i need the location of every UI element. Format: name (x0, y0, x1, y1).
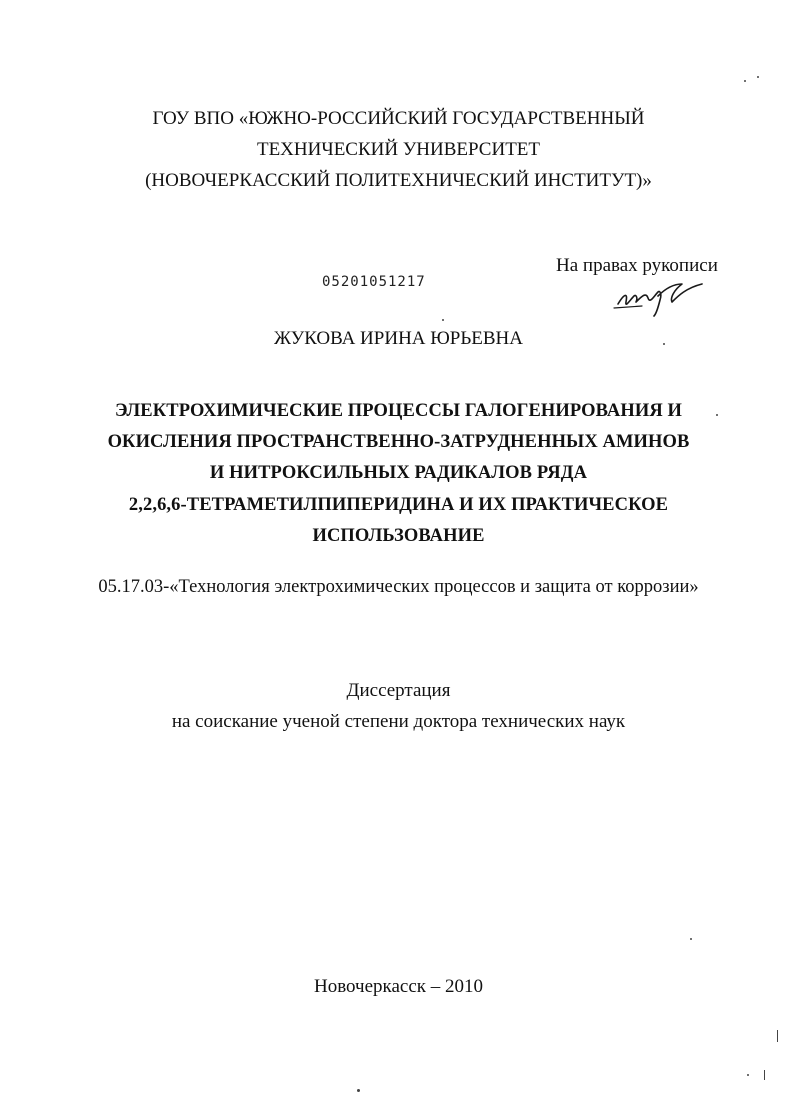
scan-speck (744, 80, 746, 82)
title-line-4: 2,2,6,6-ТЕТРАМЕТИЛПИПЕРИДИНА И ИХ ПРАКТИЧЕСКОЕ (128, 495, 669, 515)
scan-speck (357, 1089, 360, 1092)
signature (612, 278, 708, 318)
title-line-1: ЭЛЕКТРОХИМИЧЕСКИЕ ПРОЦЕССЫ ГАЛОГЕНИРОВАНИЯ И (114, 401, 683, 421)
institution-line-3: (НОВОЧЕРКАССКИЙ ПОЛИТЕХНИЧЕСКИЙ ИНСТИТУТ)» (145, 170, 652, 191)
specialty-code: 05.17.03-«Технология электрохимических процессов и защита от коррозии» (98, 577, 699, 597)
scan-speck (442, 319, 444, 321)
scan-speck (757, 76, 759, 78)
catalog-code: 05201051217 (322, 274, 426, 290)
scan-speck (747, 1074, 749, 1076)
scan-speck (764, 1070, 765, 1080)
scan-speck (777, 1030, 778, 1042)
author-name: ЖУКОВА ИРИНА ЮРЬЕВНА (273, 328, 523, 349)
scan-speck (663, 343, 665, 345)
scan-speck (690, 938, 692, 940)
institution-line-1: ГОУ ВПО «ЮЖНО-РОССИЙСКИЙ ГОСУДАРСТВЕННЫЙ (152, 108, 645, 129)
title-line-5: ИСПОЛЬЗОВАНИЕ (312, 526, 485, 546)
title-line-3: И НИТРОКСИЛЬНЫХ РАДИКАЛОВ РЯДА (209, 463, 588, 483)
institution-line-2: ТЕХНИЧЕСКИЙ УНИВЕРСИТЕТ (256, 139, 541, 160)
work-type: Диссертация (346, 680, 451, 701)
title-line-2: ОКИСЛЕНИЯ ПРОСТРАНСТВЕННО-ЗАТРУДНЕННЫХ АМИНОВ (107, 432, 690, 452)
degree-line: на соискание ученой степени доктора технических наук (171, 711, 626, 732)
place-year: Новочеркасск – 2010 (313, 976, 484, 997)
manuscript-rights-note: На правах рукописи (556, 255, 718, 276)
scan-speck (716, 414, 718, 416)
